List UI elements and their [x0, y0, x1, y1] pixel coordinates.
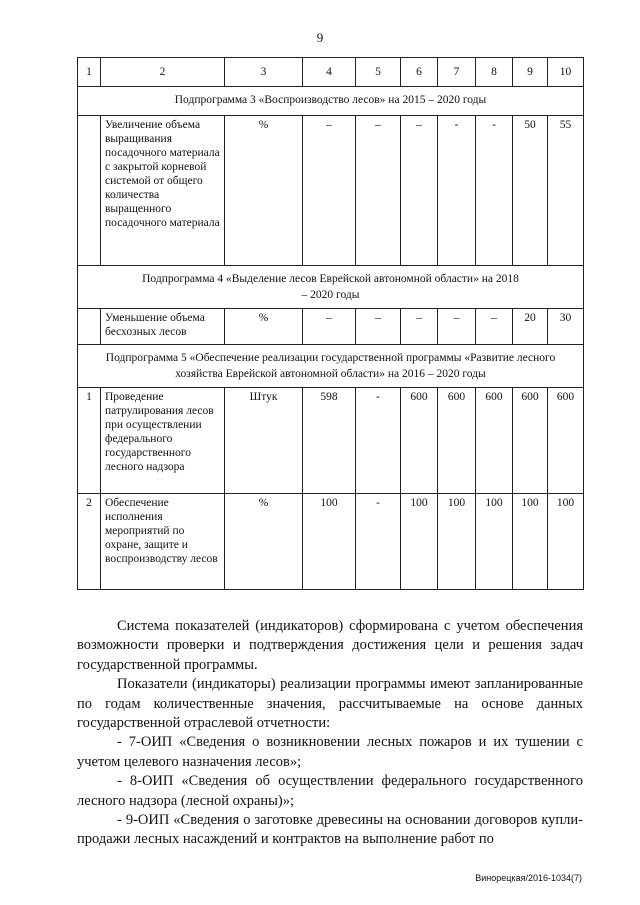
value-cell: - — [356, 388, 401, 494]
indicator-name: Обеспечение исполнения мероприятий по охране, защите и воспроизводству лесов — [101, 494, 225, 590]
document-footer-code: Винорецкая/2016-1034(7) — [475, 873, 582, 883]
section-row — [78, 266, 584, 309]
value-cell: 100 — [548, 494, 584, 590]
indicator-name: Проведение патрулирования лесов при осуществлении федерального государственного лесного надзора — [101, 388, 225, 494]
indicator-name: Уменьшение объема бесхозных лесов — [101, 309, 225, 345]
value-cell: 100 — [513, 494, 548, 590]
value-cell: - — [476, 116, 513, 266]
value-cell: 600 — [513, 388, 548, 494]
value-cell: 600 — [438, 388, 476, 494]
value-cell: 100 — [401, 494, 438, 590]
value-cell: – — [476, 309, 513, 345]
row-number: 2 — [78, 494, 101, 590]
indicator-name: Увеличение объема выращивания посадочного материала с закрытой корневой системой от общего количества выращенного посадочного материала — [101, 116, 225, 266]
value-cell: 600 — [476, 388, 513, 494]
unit-cell: % — [225, 309, 303, 345]
table-header-row — [78, 58, 584, 87]
value-cell: – — [356, 116, 401, 266]
table-row — [78, 116, 584, 266]
value-cell: 600 — [401, 388, 438, 494]
table-row — [78, 494, 584, 590]
header-cell: 6 — [401, 58, 438, 87]
value-cell: 20 — [513, 309, 548, 345]
list-item: - 9-ОИП «Сведения о заготовке древесины на основании договоров купли-продажи лесных насаждений и контрактов на выполнение работ по — [77, 812, 583, 848]
value-cell: 598 — [303, 388, 356, 494]
value-cell: 55 — [548, 116, 584, 266]
header-cell: 3 — [225, 58, 303, 87]
header-cell: 2 — [101, 58, 225, 87]
value-cell: – — [401, 116, 438, 266]
value-cell: - — [438, 116, 476, 266]
section-title-subprogram-5: Подпрограмма 5 «Обеспечение реализации государственной программы «Развитие лесного хозяйства Еврейской автономной области» на 2016 – 2020 годы — [78, 345, 584, 388]
value-cell: - — [356, 494, 401, 590]
indicators-table — [77, 57, 584, 590]
value-cell: – — [401, 309, 438, 345]
header-cell: 9 — [513, 58, 548, 87]
row-number — [78, 309, 101, 345]
header-cell: 4 — [303, 58, 356, 87]
section-title-subprogram-4: Подпрограмма 4 «Выделение лесов Еврейской автономной области» на 2018 – 2020 годы — [78, 266, 584, 309]
row-number — [78, 116, 101, 266]
value-cell: 100 — [476, 494, 513, 590]
table-row — [78, 388, 584, 494]
header-cell: 10 — [548, 58, 584, 87]
section-title-subprogram-3: Подпрограмма 3 «Воспроизводство лесов» на 2015 – 2020 годы — [78, 87, 584, 116]
header-cell: 1 — [78, 58, 101, 87]
list-item: - 7-ОИП «Сведения о возникновении лесных пожаров и их тушении с учетом целевого назначения лесов»; — [77, 734, 583, 770]
paragraph: Показатели (индикаторы) реализации программы имеют запланированные по годам количественные значения, рассчитываемые на основе данных государственной отраслевой отчетности: — [77, 676, 583, 732]
unit-cell: % — [225, 494, 303, 590]
value-cell: – — [303, 116, 356, 266]
value-cell: 50 — [513, 116, 548, 266]
value-cell: 100 — [303, 494, 356, 590]
unit-cell: % — [225, 116, 303, 266]
table-row — [78, 309, 584, 345]
value-cell: 30 — [548, 309, 584, 345]
unit-cell: Штук — [225, 388, 303, 494]
paragraph: Система показателей (индикаторов) сформирована с учетом обеспечения возможности проверки и подтверждения достижения цели и решения задач государственной программы. — [77, 618, 583, 673]
value-cell: 600 — [548, 388, 584, 494]
section-row — [78, 345, 584, 388]
value-cell: 100 — [438, 494, 476, 590]
header-cell: 8 — [476, 58, 513, 87]
body-text — [77, 617, 583, 850]
value-cell: – — [303, 309, 356, 345]
row-number: 1 — [78, 388, 101, 494]
header-cell: 5 — [356, 58, 401, 87]
value-cell: – — [438, 309, 476, 345]
value-cell: – — [356, 309, 401, 345]
list-item: - 8-ОИП «Сведения об осуществлении федерального государственного лесного надзора (лесной охраны)»; — [77, 773, 583, 809]
section-row — [78, 87, 584, 116]
page-number: 9 — [316, 30, 324, 45]
header-cell: 7 — [438, 58, 476, 87]
